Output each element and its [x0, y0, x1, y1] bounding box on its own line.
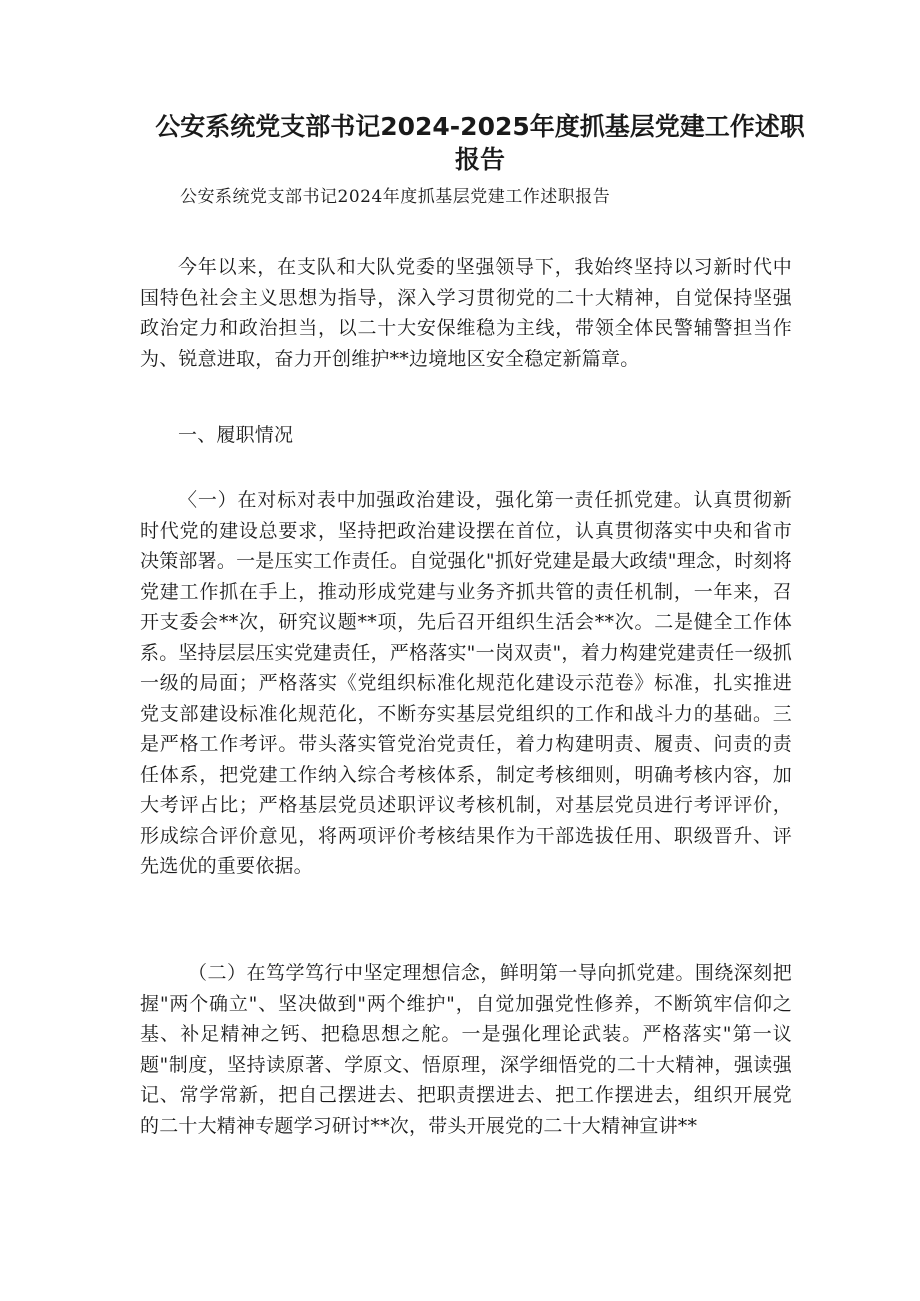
intro-paragraph: 今年以来，在支队和大队党委的坚强领导下，我始终坚持以习新时代中国特色社会主义思想为指导，深入学习贯彻党的二十大精神，自觉保持坚强政治定力和政治担当，以二十大安保维稳为主线，带领全体民警辅警担当作为、锐意进取，奋力开创维护**边境地区安全稳定新篇章。 — [140, 256, 792, 370]
document-title: 公安系统党支部书记2024-2025年度抓基层党建工作述职报告 — [155, 112, 805, 174]
document-subtitle: 公安系统党支部书记2024年度抓基层党建工作述职报告 — [180, 187, 611, 207]
subsection-ideals-beliefs-paragraph: （二）在笃学笃行中坚定理想信念，鲜明第一导向抓党建。围绕深刻把握"两个确立"、坚决做到"两个维护"，自觉加强党性修养，不断筑牢信仰之基、补足精神之钙、把稳思想之舵。一是强化理论武装。严格落实"第一议题"制度，坚持读原著、学原文、悟原理，深学细悟党的二十大精神，强读强记、常学常新，把自己摆进去、把职责摆进去、把工作摆进去，组织开展党的二十大精神专题学习研讨**次，带头开展党的二十大精神宣讲** — [140, 962, 792, 1137]
section-heading-performance: 一、履职情况 — [178, 424, 294, 446]
subsection-political-building-paragraph: 〈一）在对标对表中加强政治建设，强化第一责任抓党建。认真贯彻新时代党的建设总要求，坚持把政治建设摆在首位，认真贯彻落实中央和省市决策部署。一是压实工作责任。自觉强化"抓好党建是最大政绩"理念，时刻将党建工作抓在手上，推动形成党建与业务齐抓共管的责任机制，一年来，召开支委会**次，研究议题**项，先后召开组织生活会**次。二是健全工作体系。坚持层层压实党建责任，严格落实"一岗双责"，着力构建党建责任一级抓一级的局面；严格落实《党组织标准化规范化建设示范卷》标准，扎实推进党支部建设标准化规范化，不断夯实基层党组织的工作和战斗力的基础。三是严格工作考评。带头落实管党治党责任，着力构建明责、履责、问责的责任体系，把党建工作纳入综合考核体系，制定考核细则，明确考核内容，加大考评占比；严格基层党员述职评议考核机制，对基层党员进行考评评价，形成综合评价意见，将两项评价考核结果作为干部选拔任用、职级晋升、评先选优的重要依据。 — [140, 489, 792, 877]
